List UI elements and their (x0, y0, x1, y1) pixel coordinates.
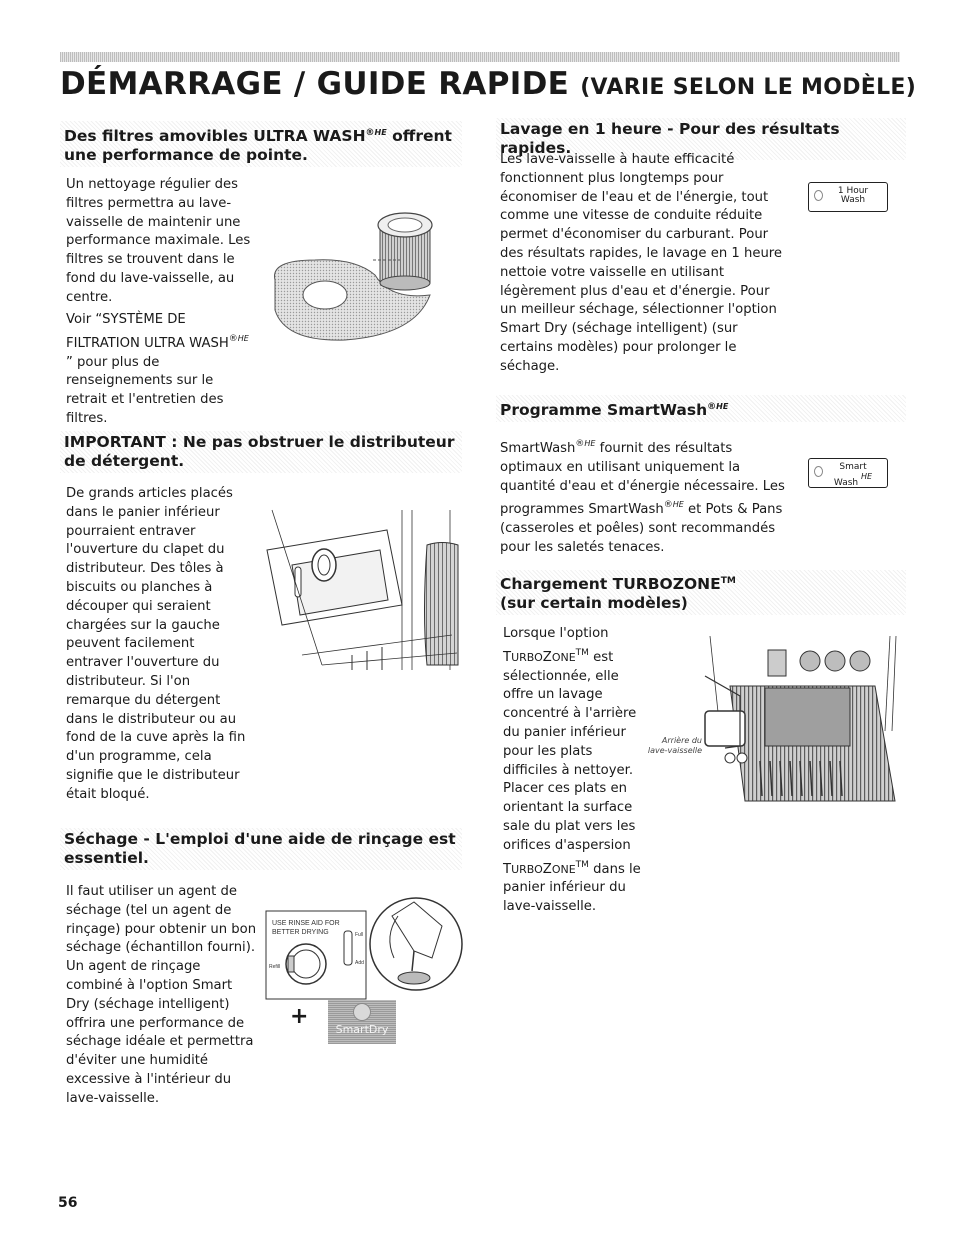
filters-ref-text: Voir “SYSTÈME DE FILTRATION ULTRA WASH (66, 312, 229, 351)
turbozone-heading (496, 570, 906, 615)
turbozone-text-2: est sélectionnée, elle offre un lavage concentré à l'arrière du panier inférieur pour les plats difficiles à nettoyer. Placer ces plats en orientant la surface sale du plat vers les orifices d'aspersion T (503, 649, 637, 877)
drying-heading: Séchage - L'emploi d'une aide de rinçage est essentiel. (60, 828, 462, 870)
one-hour-wash-button[interactable] (808, 182, 888, 212)
smartwash-paragraph (500, 435, 785, 558)
one-hour-label-1: 1 Hour (837, 186, 869, 196)
smartwash-text-3: et Pots & Pans (casseroles et poêles) sont recommandés pour les saletés tenaces. (500, 502, 783, 555)
turbozone-heading-text: Chargement TURBOZONE (500, 575, 721, 593)
smartwash-button[interactable] (808, 458, 888, 488)
turbozone-rack-illustration (700, 636, 900, 808)
filter-illustration (265, 200, 445, 350)
turbozone-text-1: Lorsque l'option T (503, 626, 609, 665)
indicator-light (814, 190, 823, 201)
filters-heading-text: Des filtres amovibles ULTRA WASH (64, 127, 366, 145)
page-title-main: DÉMARRAGE / GUIDE RAPIDE (60, 66, 570, 102)
turbozone-text-z: Z (542, 649, 552, 665)
rinse-aid-label-1: USE RINSE AID FOR (272, 920, 340, 927)
turbozone-text-sc-4: ONE (551, 862, 576, 876)
filters-ref-text-2: ” pour plus de renseignements sur le retrait et l'entretien des filtres. (66, 354, 224, 426)
he-mark: HE (861, 472, 873, 481)
one-hour-label-2: Wash (840, 195, 866, 205)
header-rule (60, 52, 900, 62)
smartdry-button[interactable] (328, 1000, 396, 1044)
he-mark: HE (584, 439, 596, 448)
smartwash-label-2-text: Wash (833, 478, 859, 488)
smartwash-label-1: Smart (839, 462, 867, 472)
turbozone-text-z-2: Z (542, 861, 552, 877)
important-paragraph: De grands articles placés dans le panier inférieur pourraient entraver l'ouverture du clapet du distributeur. Des tôles à biscuits ou planches à découper qui seraient chargées sur la gauche peuvent facilement entraver l'ouverture du distributeur. Si l'on remarque du détergent dans le distributeur ou au fond de la cuve après la fin d'un programme, cela signifie que le distributeur était bloqué. (66, 486, 246, 802)
indicator-light (353, 1003, 371, 1021)
registered-mark: ® (365, 128, 375, 138)
onehour-paragraph: Les lave-vaisselle à haute efficacité fonctionnent plus longtemps pour économiser de l'eau et de l'énergie, tout comme une vitesse de conduite réduite permet d'économiser du carburant. Pour des résultats rapides, le lavage en 1 heure nettoie votre vaisselle en utilisant légèrement plus d'eau et d'énergie. Pour un meilleur séchage, sélectionner l'option Smart Dry (séchage intelligent) (sur certains modèles) pour prolonger le séchage. (500, 152, 783, 374)
filters-paragraph-2 (66, 311, 256, 429)
important-heading: IMPORTANT : Ne pas obstruer le distributeur de détergent. (60, 431, 462, 473)
page-title (60, 66, 917, 102)
indicator-light (814, 466, 823, 477)
registered-mark: ® (575, 439, 585, 449)
onehour-heading: Lavage en 1 heure - Pour des résultats rapides. (496, 118, 906, 160)
filters-paragraph: Un nettoyage régulier des filtres permettra au lave-vaisselle de maintenir une performance maximale. Les filtres se trouvent dans le fond du lave-vaisselle, au centre. (66, 177, 251, 305)
he-mark: HE (374, 128, 387, 137)
registered-mark: ® (707, 402, 717, 412)
rear-caption (640, 736, 702, 756)
full-label: Full (355, 932, 364, 938)
filters-heading (60, 121, 462, 167)
registered-mark: ® (663, 500, 673, 511)
registered-mark: ® (228, 333, 238, 344)
turbozone-heading-text-2: (sur certain modèles) (500, 594, 688, 612)
he-mark: HE (716, 402, 729, 411)
page-number: 56 (58, 1195, 78, 1211)
rinse-aid-label-2: BETTER DRYING (272, 929, 329, 936)
trademark: TM (575, 859, 589, 870)
drying-paragraph: Il faut utiliser un agent de séchage (tel un agent de rinçage) pour obtenir un bon séchage (échantillon fourni). Un agent de rinçage combiné à l'option Smart Dry (séchage intelligent) offrira une performance de séchage idéale et permettra d'éviter une humidité excessive à l'intérieur du lave-vaisselle. (66, 884, 257, 1106)
rinse-aid-illustration (264, 896, 466, 1006)
rear-caption-line-1: Arrière du (661, 736, 702, 745)
trademark: TM (575, 647, 589, 658)
refill-label: Refill (269, 964, 281, 970)
turbozone-text-sc-3: URBO (511, 862, 543, 876)
plus-sign: + (290, 1004, 309, 1029)
he-mark: HE (672, 500, 684, 510)
smartdry-label: SmartDry (335, 1023, 389, 1036)
smartwash-heading (496, 395, 906, 422)
turbozone-text-3: dans le panier inférieur du lave-vaisselle. (503, 861, 641, 915)
filters-heading-text-2: offrent une performance de pointe. (64, 127, 452, 164)
dispenser-illustration (262, 505, 462, 670)
add-label: Add (355, 960, 364, 966)
trademark: TM (720, 576, 736, 586)
smartwash-text-1: SmartWash (500, 441, 576, 456)
turbozone-text-sc-2: ONE (551, 650, 576, 664)
rear-caption-line-2: lave-vaisselle (647, 746, 702, 755)
he-mark: HE (237, 333, 249, 343)
smartwash-heading-text: Programme SmartWash (500, 401, 708, 419)
page-title-sub: (VARIE SELON LE MODÈLE) (580, 75, 917, 100)
turbozone-text-sc: URBO (511, 650, 543, 664)
turbozone-paragraph (503, 625, 643, 917)
smartwash-text-2: fournit des résultats optimaux en utilisant uniquement la quantité d'eau et d'énergie nécessaire. Les programmes SmartWash (500, 441, 785, 518)
